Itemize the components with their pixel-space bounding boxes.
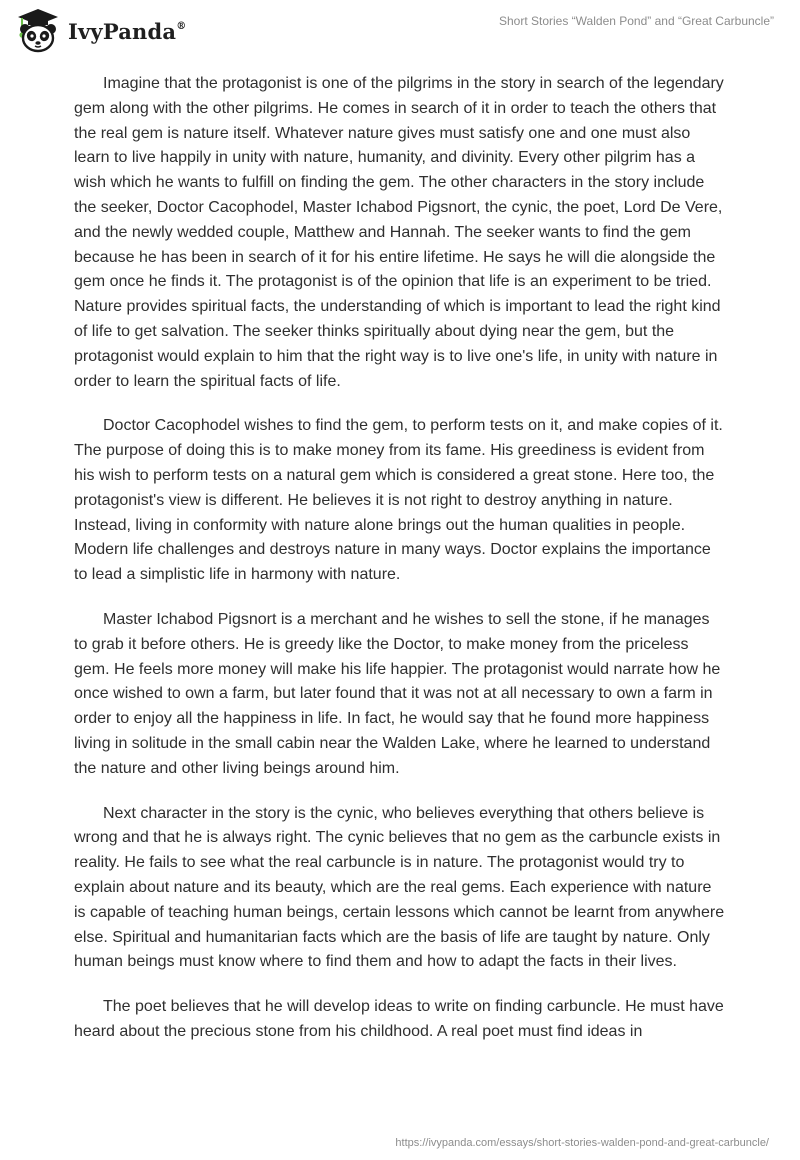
document-title: Short Stories “Walden Pond” and “Great Carbuncle” xyxy=(498,14,774,28)
brand-name: IvyPanda® xyxy=(68,18,187,44)
source-url[interactable]: https://ivypanda.com/essays/short-stories-walden-pond-and-great-carbuncle/ xyxy=(395,1137,769,1149)
page-header xyxy=(0,0,800,64)
brand-logo[interactable] xyxy=(14,6,186,56)
paragraph: Doctor Cacophodel wishes to find the gem, to perform tests on it, and make copies of it. The purpose of doing this is to make money from its fame. His greediness is evident from his wish to perform tests on a natural gem which is considered a great stone. Here too, the protagonist's view is different. He believes it is not right to destroy anything in nature. Instead, living in conformity with nature alone brings out the human qualities in people. Modern life challenges and destroys nature in many ways. Doctor explains the importance to lead a simplistic life in harmony with nature. xyxy=(74,417,723,584)
registered-mark: ® xyxy=(176,20,187,32)
paragraph: The poet believes that he will develop ideas to write on finding carbuncle. He must have heard about the precious stone from his childhood. A real poet must find ideas in xyxy=(74,998,724,1040)
paragraph: Imagine that the protagonist is one of the pilgrims in the story in search of the legendary gem along with the other pilgrims. He comes in search of it in order to teach the others that the real gem is nature itself. Whatever nature gives must satisfy one and one must also learn to live happily in unity with nature, humanity, and divinity. Every other pilgrim has a wish which he wants to fulfill on finding the gem. The other characters in the story include the seeker, Doctor Cacophodel, Master Ichabod Pigsnort, the cynic, the poet, Lord De Vere, and the newly wedded couple, Matthew and Hannah. The seeker wants to find the gem because he has been in search of it for his entire lifetime. He says he will die alongside the gem once he finds it. The protagonist is of the opinion that life is an experiment to be tried. Nature provides spiritual facts, the understanding of which is important to lead the right kind of life to get salvation. The seeker thinks spiritually about dying near the gem, but the protagonist would explain to him that the right way is to live one's life, in unity with nature in order to learn the spiritual facts of life. xyxy=(74,75,724,390)
panda-graduate-icon xyxy=(14,7,62,55)
essay-body xyxy=(74,72,726,1065)
paragraph: Master Ichabod Pigsnort is a merchant and he wishes to sell the stone, if he manages to grab it before others. He is greedy like the Doctor, to make money from the priceless gem. He feels more money will make his life happier. The protagonist would narrate how he once wished to own a farm, but later found that it was not at all necessary to own a farm in order to enjoy all the happiness in life. In fact, he would say that he found more happiness living in solitude in the small cabin near the Walden Lake, where he learned to understand the nature and other living beings around him. xyxy=(74,610,721,777)
paragraph: Next character in the story is the cynic, who believes everything that others believe is wrong and that he is always right. The cynic believes that no gem as the carbuncle exists in reality. He fails to see what the real carbuncle is in nature. The protagonist would try to explain about nature and its beauty, which are the real gems. Each experience with nature is capable of teaching human beings, certain lessons which cannot be learnt from anywhere else. Spiritual and humanitarian facts which are the basis of life are taught by nature. Only human beings must know where to find them and how to adapt the facts in their lives. xyxy=(74,804,725,971)
